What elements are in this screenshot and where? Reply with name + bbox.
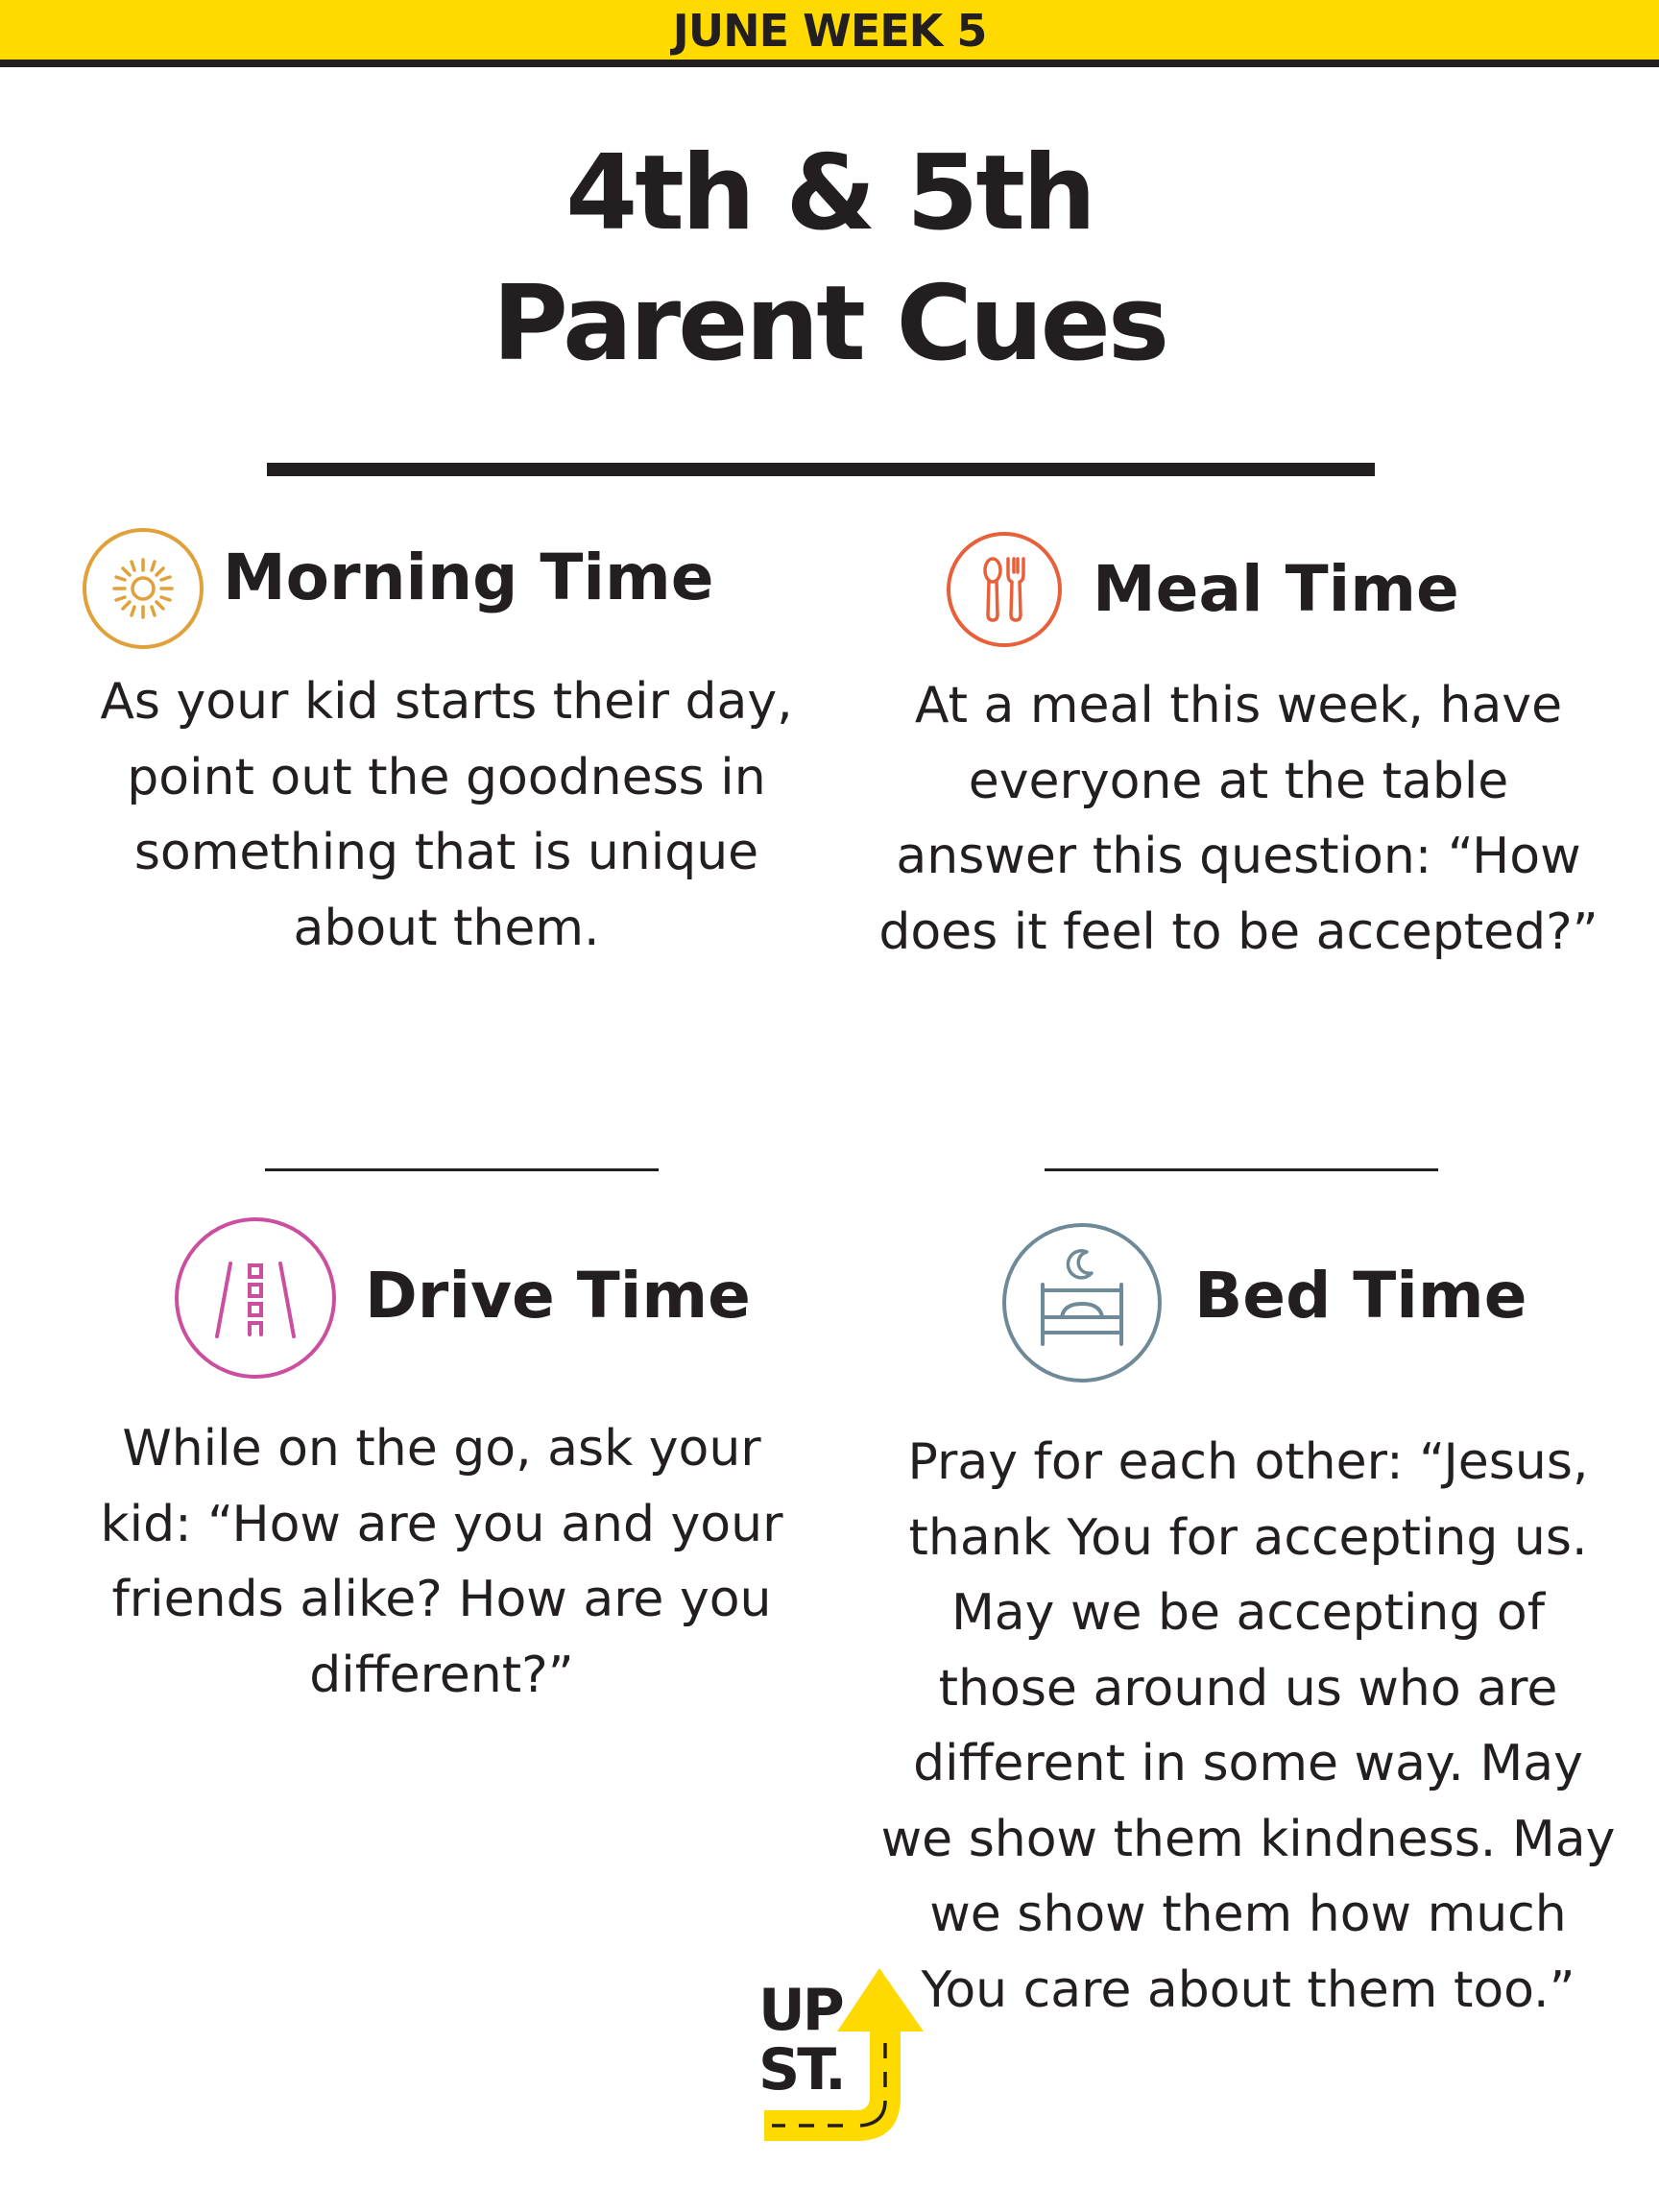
upstreet-logo — [755, 1966, 927, 2145]
road-icon — [173, 1215, 338, 1381]
meal-line: answer this question: “How — [896, 828, 1581, 885]
morning-line: As your kid starts their day, — [100, 673, 793, 731]
morning-time-text — [58, 664, 835, 966]
morning-time-heading: Morning Time — [223, 541, 714, 614]
week-banner — [0, 0, 1659, 67]
drive-line: While on the go, ask your — [122, 1420, 761, 1478]
title-divider — [267, 463, 1375, 476]
page-title-line-1: 4th & 5th — [565, 133, 1094, 253]
bed-moon-icon — [1000, 1221, 1164, 1384]
morning-line: point out the goodness in — [127, 748, 766, 806]
logo-text-up: UP — [758, 1977, 842, 2044]
bed-line: May we be accepting of — [950, 1584, 1546, 1642]
bed-line: Pray for each other: “Jesus, — [907, 1433, 1589, 1491]
meal-time-heading: Meal Time — [1093, 552, 1459, 626]
week-label: JUNE WEEK 5 — [672, 5, 987, 57]
drive-line: different?” — [309, 1646, 574, 1704]
bed-line: those around us who are — [938, 1659, 1558, 1718]
drive-time-heading: Drive Time — [365, 1259, 751, 1333]
meal-time-text — [845, 668, 1632, 970]
bed-time-heading: Bed Time — [1194, 1259, 1527, 1333]
bed-line: we show them how much — [929, 1886, 1567, 1943]
drive-line: kid: “How are you and your — [100, 1495, 783, 1553]
meal-line: At a meal this week, have — [914, 677, 1563, 734]
section-divider-left — [265, 1168, 659, 1171]
spoon-fork-icon — [945, 530, 1064, 649]
bed-line: we show them kindness. May — [880, 1810, 1616, 1868]
bed-time-text — [845, 1425, 1651, 2028]
logo-text-st: ST. — [758, 2036, 844, 2104]
morning-line: about them. — [293, 899, 600, 957]
sun-icon — [81, 526, 205, 651]
morning-line: something that is unique — [133, 824, 759, 881]
page-title-line-2: Parent Cues — [492, 264, 1167, 384]
section-divider-right — [1045, 1168, 1438, 1171]
bed-line: different in some way. May — [913, 1735, 1583, 1792]
drive-line: friends alike? How are you — [111, 1571, 772, 1628]
meal-line: everyone at the table — [968, 752, 1509, 810]
bed-line: You care about them too.” — [921, 1960, 1575, 2019]
meal-line: does it feel to be accepted?” — [878, 902, 1599, 961]
bed-line: thank You for accepting us. — [908, 1508, 1588, 1567]
drive-time-text — [58, 1411, 826, 1713]
